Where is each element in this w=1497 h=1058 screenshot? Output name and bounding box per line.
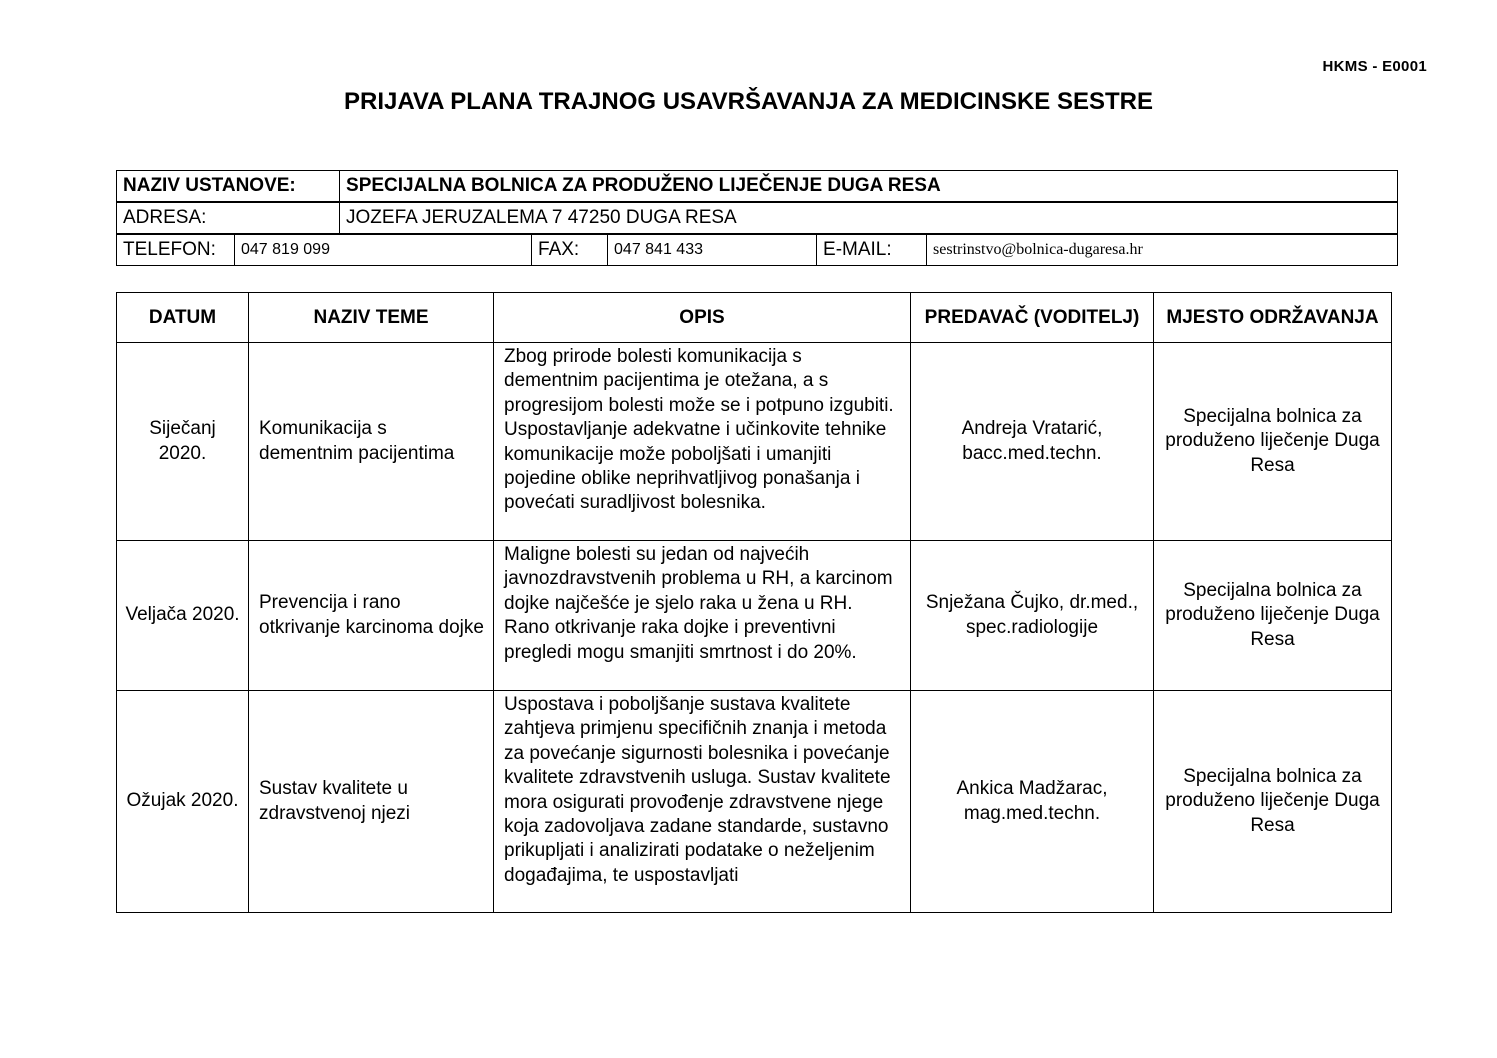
date-cell: Ožujak 2020. bbox=[117, 691, 249, 913]
institution-name-label: NAZIV USTANOVE: bbox=[117, 171, 340, 203]
document-title: PRIJAVA PLANA TRAJNOG USAVRŠAVANJA ZA MEDICINSKE SESTRE bbox=[344, 88, 1153, 115]
fax-value: 047 841 433 bbox=[608, 234, 817, 266]
lecturer-cell: Ankica Madžarac, mag.med.techn. bbox=[911, 691, 1154, 913]
date-cell: Siječanj 2020. bbox=[117, 343, 249, 541]
topic-cell: Prevencija i rano otkrivanje karcinoma dojke bbox=[249, 541, 494, 691]
description-cell: Zbog prirode bolesti komunikacija s dementnim pacijentima je otežana, a s progresijom bolesti može se i potpuno izgubiti. Uspostavljanje adekvatne i učinkovite tehnike komunikacije može poboljšati i umanjiti pojedine oblike neprihvatljivog ponašanja i povećati suradljivost bolesnika. bbox=[494, 343, 911, 541]
header-location: MJESTO ODRŽAVANJA bbox=[1154, 293, 1392, 343]
institution-name-row bbox=[117, 171, 1398, 203]
header-lecturer: PREDAVAČ (VODITELJ) bbox=[911, 293, 1154, 343]
email-label: E-MAIL: bbox=[817, 234, 927, 266]
table-row bbox=[117, 541, 1392, 691]
address-value: JOZEFA JERUZALEMA 7 47250 DUGA RESA bbox=[340, 202, 1398, 234]
phone-value: 047 819 099 bbox=[235, 234, 532, 266]
lecturer-cell: Snježana Čujko, dr.med., spec.radiologije bbox=[911, 541, 1154, 691]
location-cell: Specijalna bolnica za produženo liječenje Duga Resa bbox=[1154, 541, 1392, 691]
table-row bbox=[117, 343, 1392, 541]
phone-label: TELEFON: bbox=[117, 234, 235, 266]
topic-cell: Sustav kvalitete u zdravstvenoj njezi bbox=[249, 691, 494, 913]
location-cell: Specijalna bolnica za produženo liječenje Duga Resa bbox=[1154, 343, 1392, 541]
description-cell: Uspostava i poboljšanje sustava kvalitete zahtjeva primjenu specifičnih znanja i metoda za povećanje sigurnosti bolesnika i povećanje kvalitete zdravstvenih usluga. Sustav kvalitete mora osigurati provođenje zdravstvene njege koja zadovoljava zadane standarde, sustavno prikupljati i analizirati podatake o neželjenim događajima, te uspostavljati bbox=[494, 691, 911, 913]
location-cell: Specijalna bolnica za produženo liječenje Duga Resa bbox=[1154, 691, 1392, 913]
institution-contact-row bbox=[117, 234, 1398, 266]
institution-address-row bbox=[117, 202, 1398, 234]
email-value: sestrinstvo@bolnica-dugaresa.hr bbox=[927, 234, 1398, 266]
table-header-row bbox=[117, 293, 1392, 343]
institution-info-table bbox=[116, 170, 1398, 266]
institution-name-value: SPECIJALNA BOLNICA ZA PRODUŽENO LIJEČENJE DUGA RESA bbox=[340, 171, 1398, 203]
address-label: ADRESA: bbox=[117, 202, 340, 234]
lecturer-cell: Andreja Vratarić, bacc.med.techn. bbox=[911, 343, 1154, 541]
education-plan-table bbox=[116, 292, 1392, 913]
topic-cell: Komunikacija s dementnim pacijentima bbox=[249, 343, 494, 541]
form-code: HKMS - E0001 bbox=[1322, 58, 1427, 75]
date-cell: Veljača 2020. bbox=[117, 541, 249, 691]
description-cell: Maligne bolesti su jedan od najvećih javnozdravstvenih problema u RH, a karcinom dojke najčešće je sjelo raka u žena u RH. Rano otkrivanje raka dojke i preventivni pregledi mogu smanjiti smrtnost i do 20%. bbox=[494, 541, 911, 691]
fax-label: FAX: bbox=[532, 234, 608, 266]
header-description: OPIS bbox=[494, 293, 911, 343]
header-date: DATUM bbox=[117, 293, 249, 343]
table-row bbox=[117, 691, 1392, 913]
header-topic: NAZIV TEME bbox=[249, 293, 494, 343]
